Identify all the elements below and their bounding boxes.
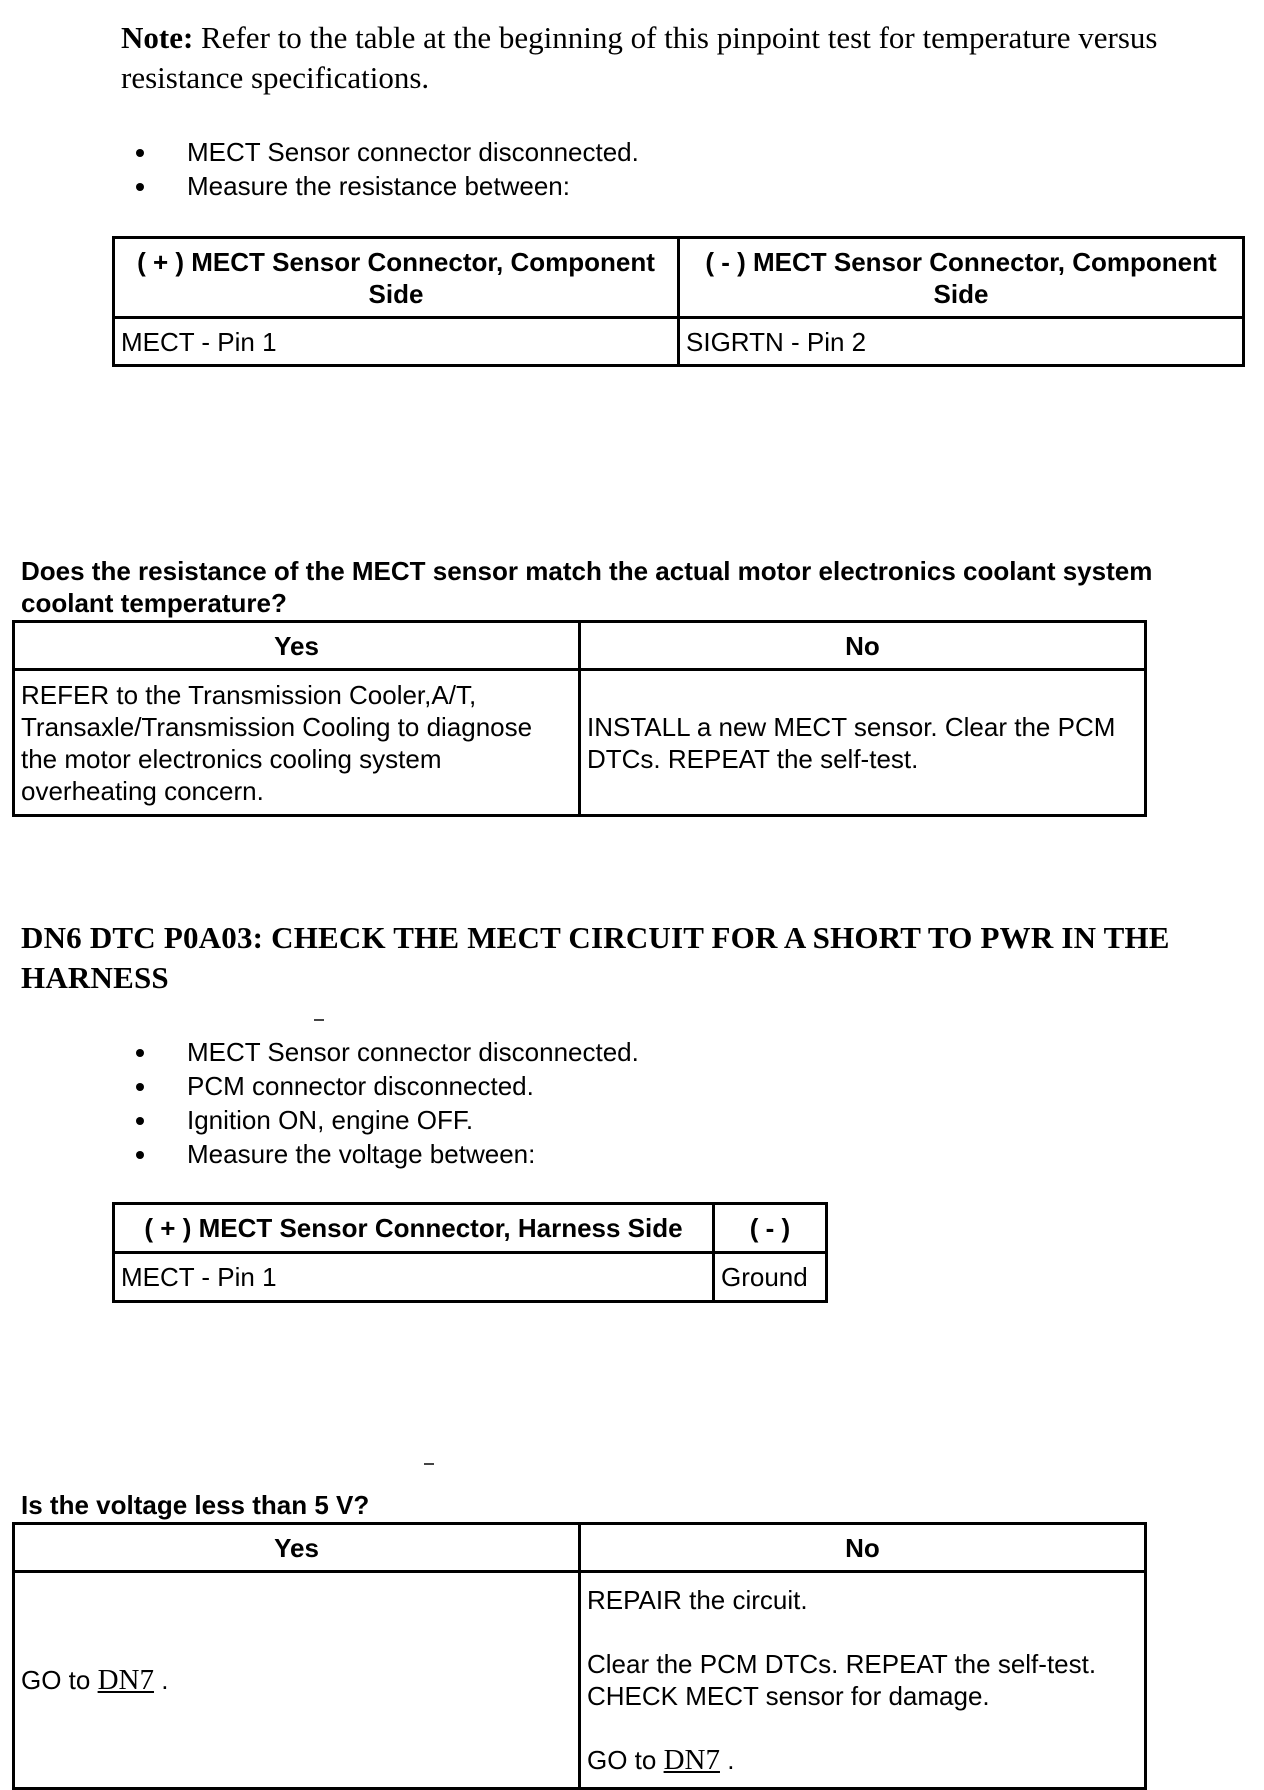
table-header-row	[14, 622, 1146, 670]
note-label: Note:	[121, 20, 194, 55]
resistance-measurement-table	[112, 236, 1245, 367]
question2-answer-table	[12, 1522, 1147, 1790]
list-item: MECT Sensor connector disconnected.	[121, 1035, 639, 1069]
clear-dtc-line: Clear the PCM DTCs. REPEAT the self-test. CHECK MECT sensor for damage.	[587, 1649, 1097, 1711]
list-item: Ignition ON, engine OFF.	[121, 1103, 639, 1137]
goto-line: GO to DN7 .	[587, 1744, 735, 1776]
yes-header: Yes	[14, 622, 580, 670]
no-action-cell	[580, 1572, 1146, 1789]
positive-pin-cell: MECT - Pin 1	[114, 1253, 714, 1302]
table-row	[14, 1572, 1146, 1789]
list-item: Measure the resistance between:	[121, 169, 639, 203]
negative-pin-cell: SIGRTN - Pin 2	[679, 318, 1244, 366]
negative-connector-header: ( - )	[714, 1204, 827, 1253]
step1-bullet-list	[121, 135, 639, 203]
dn7-link[interactable]: DN7	[97, 1664, 154, 1696]
table-header-row	[14, 1524, 1146, 1572]
list-item: MECT Sensor connector disconnected.	[121, 135, 639, 169]
negative-connector-header: ( - ) MECT Sensor Connector, Component Side	[679, 238, 1244, 318]
bullet-icon	[136, 1049, 144, 1057]
bullet-icon	[136, 183, 144, 191]
no-header: No	[580, 622, 1146, 670]
bullet-icon	[136, 1151, 144, 1159]
voltage-measurement-table	[112, 1202, 828, 1303]
bullet-icon	[136, 1117, 144, 1125]
note-text: Refer to the table at the beginning of this pinpoint test for temperature versus resistance specifications.	[121, 20, 1158, 95]
note-paragraph	[121, 18, 1181, 98]
table-row	[114, 318, 1244, 366]
yes-action-cell: REFER to the Transmission Cooler,A/T, Transaxle/Transmission Cooling to diagnose the motor electronics cooling system overheating concern.	[14, 670, 580, 816]
table-header-row	[114, 238, 1244, 318]
bullet-icon	[136, 1083, 144, 1091]
repair-line: REPAIR the circuit.	[587, 1585, 808, 1615]
list-item: PCM connector disconnected.	[121, 1069, 639, 1103]
table-row	[14, 670, 1146, 816]
step2-bullet-list	[121, 1035, 639, 1171]
table-row	[114, 1253, 827, 1302]
table-header-row	[114, 1204, 827, 1253]
question-resistance: Does the resistance of the MECT sensor match the actual motor electronics coolant system coolant temperature?	[21, 556, 1153, 618]
stray-mark	[424, 1463, 434, 1465]
dn7-link[interactable]: DN7	[663, 1744, 720, 1776]
positive-connector-header: ( + ) MECT Sensor Connector, Component Side	[114, 238, 679, 318]
no-action-cell: INSTALL a new MECT sensor. Clear the PCM DTCs. REPEAT the self-test.	[580, 670, 1146, 816]
section-heading: DN6 DTC P0A03: CHECK THE MECT CIRCUIT FOR A SHORT TO PWR IN THE HARNESS	[21, 920, 1170, 995]
list-item: Measure the voltage between:	[121, 1137, 639, 1171]
question1-answer-table	[12, 620, 1147, 817]
stray-mark	[314, 1019, 324, 1021]
positive-pin-cell: MECT - Pin 1	[114, 318, 679, 366]
yes-header: Yes	[14, 1524, 580, 1572]
ground-cell: Ground	[714, 1253, 827, 1302]
bullet-icon	[136, 149, 144, 157]
no-header: No	[580, 1524, 1146, 1572]
question-voltage: Is the voltage less than 5 V?	[21, 1490, 370, 1520]
positive-connector-header: ( + ) MECT Sensor Connector, Harness Side	[114, 1204, 714, 1253]
yes-action-cell: GO to DN7 .	[14, 1572, 580, 1789]
